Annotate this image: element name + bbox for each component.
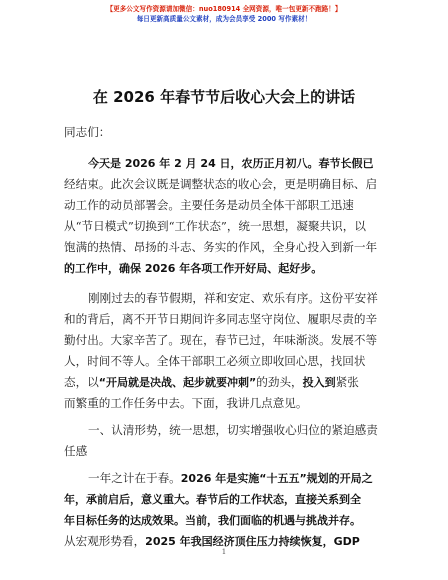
promo-banner xyxy=(0,4,448,24)
paragraph-line xyxy=(64,153,394,174)
section-heading-1 xyxy=(64,420,394,462)
paragraph-line xyxy=(64,372,394,393)
paragraph-line: 勤付出。大家辛苦了。现在，春节已过，年味渐淡。发展不等 xyxy=(64,333,378,347)
p2-line5-part1: 态，以 xyxy=(64,375,99,389)
paragraph-line xyxy=(64,258,394,279)
greeting-text: 同志们： xyxy=(64,125,111,139)
p4-line1-part2: 2026 年是实施“十五五”规划的开局之 xyxy=(180,472,373,485)
p4-line2: 年，承前启后，意义重大。春节后的工作状态，直接关系到全 xyxy=(64,493,361,506)
p2-line5-slogan: “开局就是决战、起步就要冲刺” xyxy=(98,376,257,389)
paragraph-line xyxy=(64,489,394,510)
paragraph-2 xyxy=(64,288,394,414)
p4-line4-part1: 从宏观形势看， xyxy=(64,534,146,548)
p4-line3: 年目标任务的达成效果。当前，我们面临的机遇与挑战并存。 xyxy=(64,514,361,527)
paragraph-line xyxy=(64,510,394,531)
paragraph-1 xyxy=(64,153,394,279)
p1-line1: 今天是 2026 年 2 月 24 日，农历正月初八。春节长假已 xyxy=(88,157,374,170)
paragraph-line: 动工作的动员部署会。主要任务是动员全体干部职工迅速 xyxy=(64,198,354,212)
p2-line5-part3: 的劲头， xyxy=(256,375,303,389)
section-heading-line: 任感 xyxy=(64,444,88,458)
paragraph-line xyxy=(64,468,394,489)
paragraph-line: 经结束。此次会议既是调整状态的收心会，更是明确目标、启 xyxy=(64,177,378,191)
promo-line-membership: 每日更新高质量公文素材，成为会员享受 2000 写作素材！ xyxy=(136,15,312,23)
paragraph-line: 饱满的热情、昂扬的斗志、务实的作风，全身心投入到新一年 xyxy=(64,240,378,254)
paragraph-4 xyxy=(64,468,394,552)
document-title: 在 2026 年春节节后收心大会上的讲话 xyxy=(92,88,356,106)
page-number: 1 xyxy=(221,548,227,556)
p4-line4-part2: 2025 年我国经济顶住压力持续恢复，GDP xyxy=(145,535,360,548)
p4-line1-part1: 一年之计在于春。 xyxy=(88,471,181,485)
paragraph-line: 刚刚过去的春节假期，祥和安定、欢乐有序。这份平安祥 xyxy=(88,291,378,305)
paragraph-line: 人，时间不等人。全体干部职工必须立即收回心思，找回状 xyxy=(64,354,366,368)
paragraph-line: 和的背后，离不开节日期间许多同志坚守岗位、履职尽责的辛 xyxy=(64,312,378,326)
p1-line6-goal: 确保 2026 年各项工作开好局、起好步。 xyxy=(119,262,323,275)
section-heading-line: 一、认清形势，统一思想，切实增强收心归位的紧迫感责 xyxy=(88,423,378,437)
paragraph-line: 从“节日模式”切换到“工作状态”，统一思想，凝聚共识，以 xyxy=(64,219,366,233)
promo-line-wechat: 【更多公文写作资源请加微信：nuo180914 全网资源，唯一包更新不跑路！】 xyxy=(106,5,342,13)
p1-line6-start: 的工作中， xyxy=(64,262,119,275)
p2-line5-part4: 投入到 xyxy=(302,376,336,389)
paragraph-line: 而繁重的工作任务中去。下面，我讲几点意见。 xyxy=(64,396,308,410)
p2-line5-part5: 紧张 xyxy=(335,375,359,389)
greeting xyxy=(64,122,394,143)
